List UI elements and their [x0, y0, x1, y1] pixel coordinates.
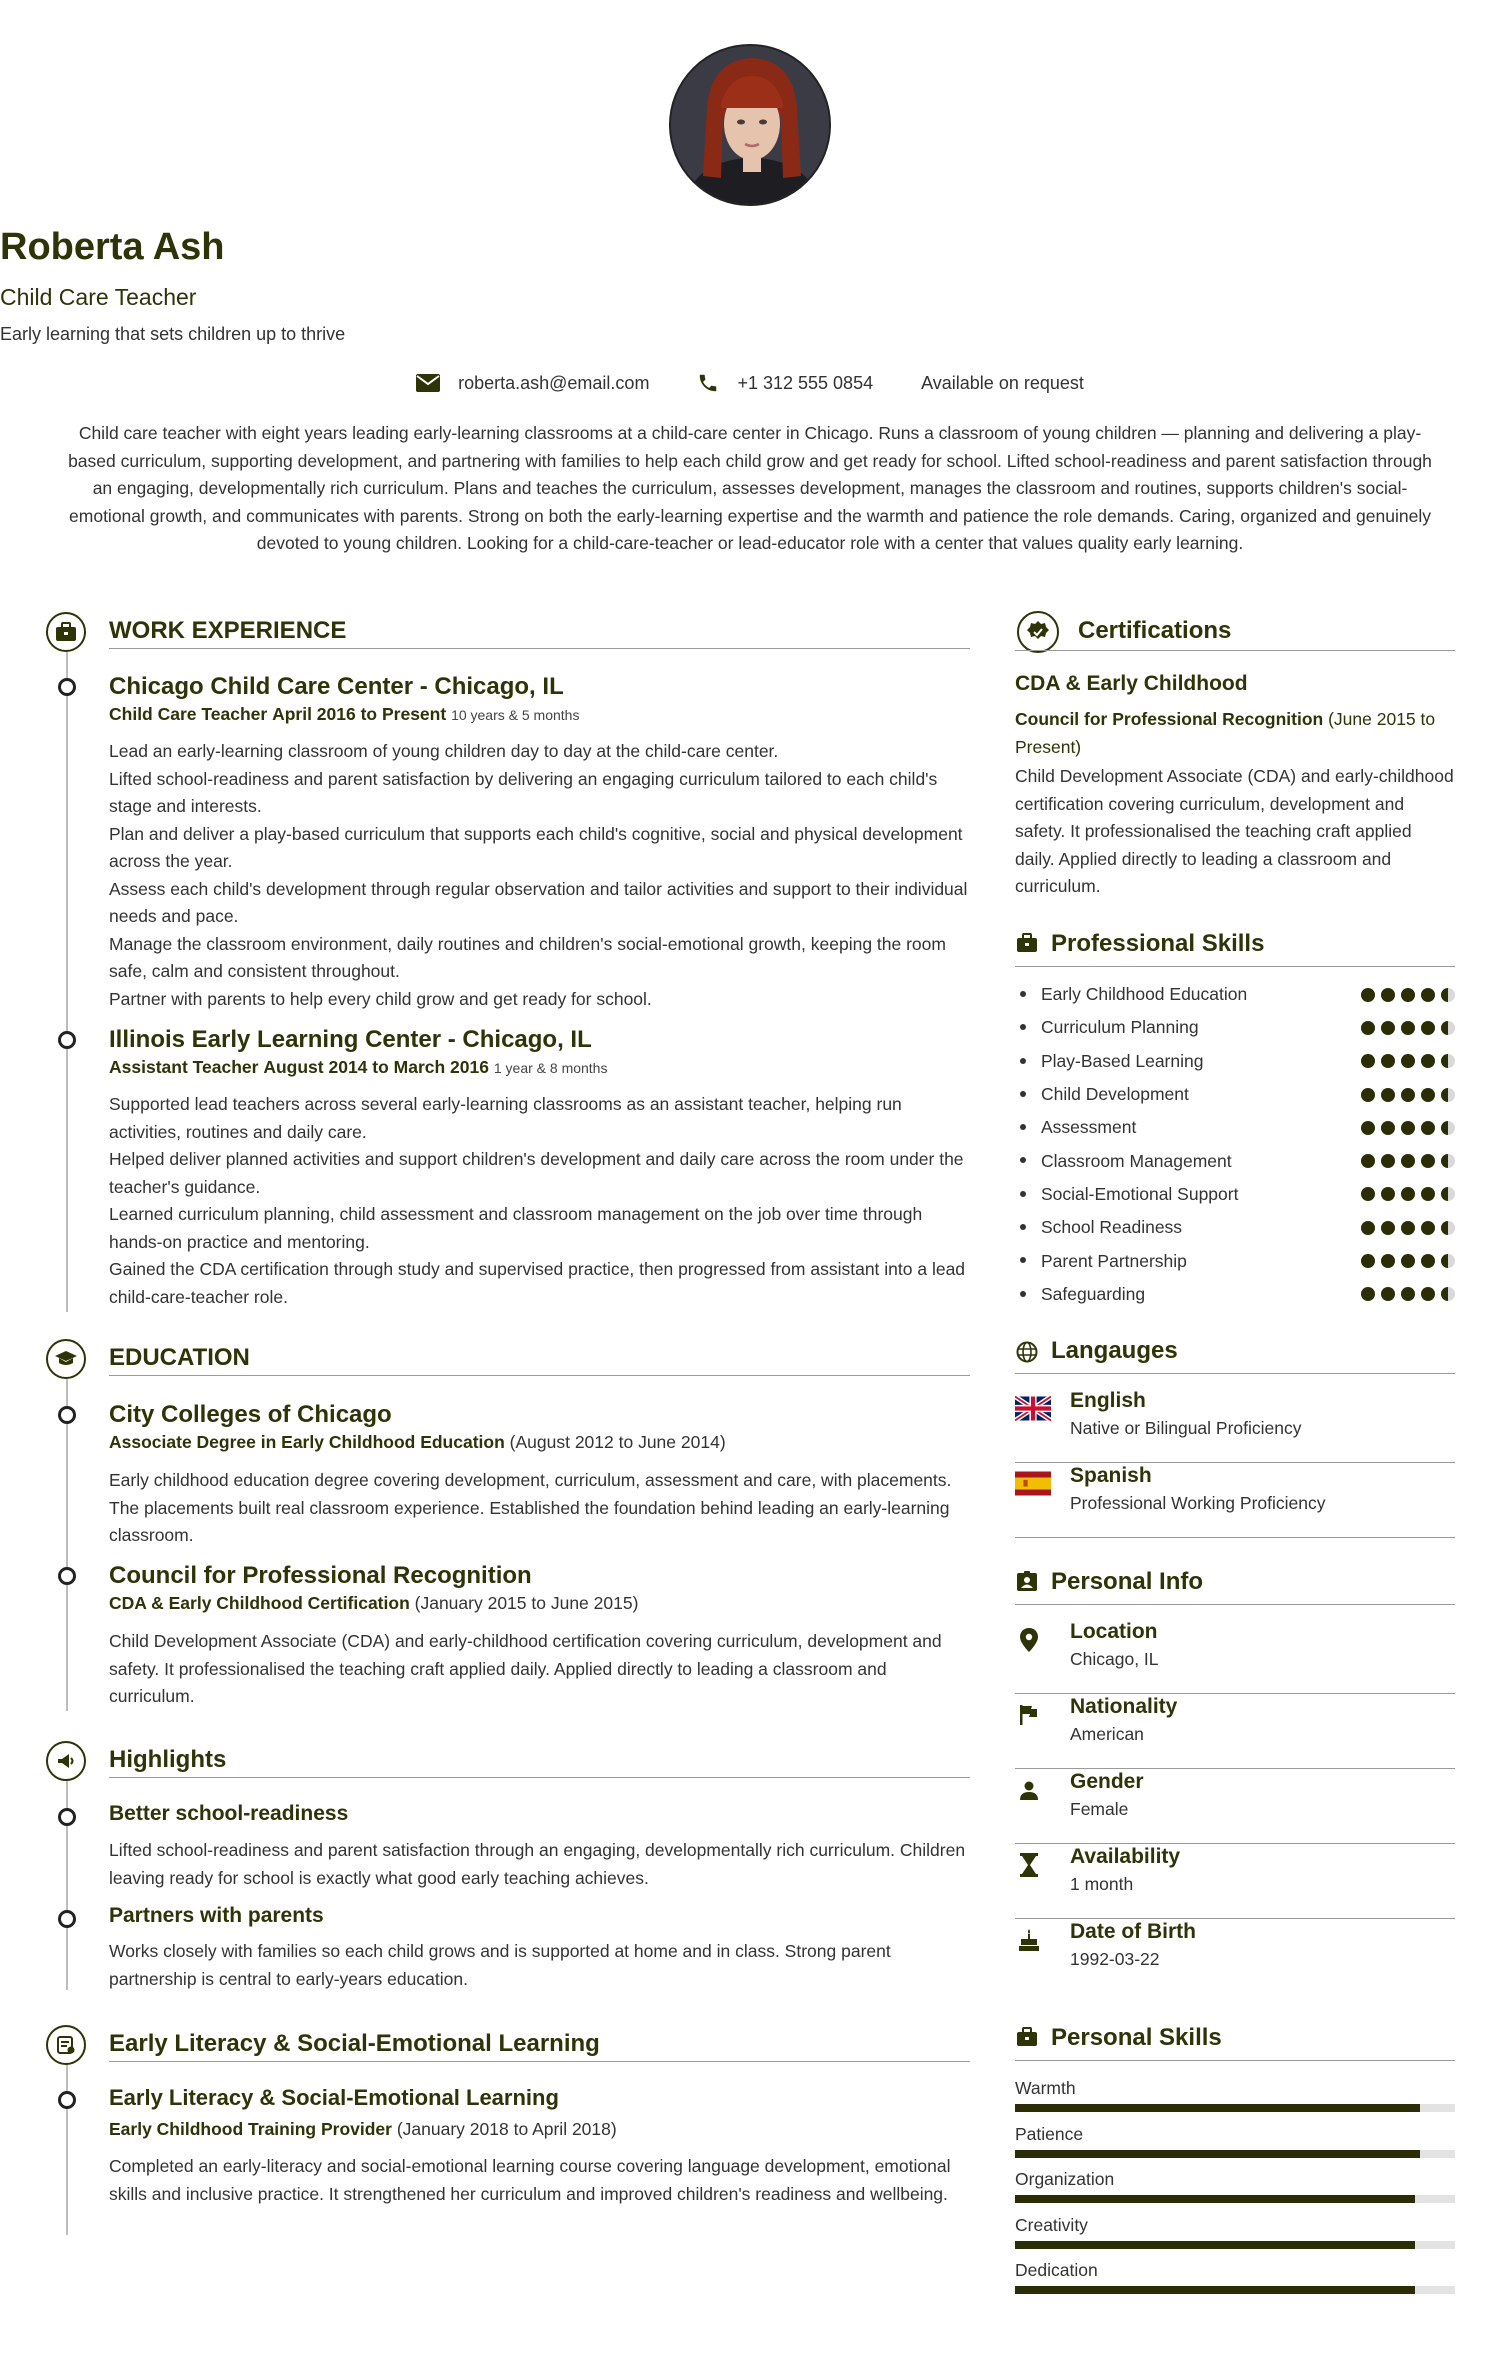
skill-item — [1015, 1011, 1455, 1044]
certification-name: CDA & Early Childhood — [1015, 672, 1248, 695]
rating-dot — [1421, 1121, 1435, 1135]
badge-check-icon — [1016, 610, 1060, 659]
highlight-description: Lifted school-readiness and parent satisfaction through an engaging, developmentally rich curriculum. Children leaving ready for school is exactly what good early teaching achieves. — [109, 1840, 966, 1888]
skill-rating — [1361, 1054, 1455, 1068]
language-item — [1015, 1464, 1455, 1538]
skill-rating — [1361, 1121, 1455, 1135]
degree-name: Associate Degree in Early Childhood Education — [109, 1432, 505, 1452]
personal-skill-item — [1015, 2124, 1455, 2169]
envelope-icon — [416, 374, 440, 392]
uk-flag-icon — [1015, 1395, 1051, 1422]
language-level: Professional Working Proficiency — [1070, 1493, 1326, 1513]
skill-rating — [1361, 1088, 1455, 1102]
course-provider: Early Childhood Training Provider — [109, 2119, 392, 2139]
info-label: Date of Birth — [1070, 1920, 1196, 1943]
skill-item — [1015, 1078, 1455, 1111]
personal-skill-bar — [1015, 2195, 1455, 2203]
rating-dot — [1421, 1054, 1435, 1068]
skill-rating — [1361, 1287, 1455, 1301]
timeline-line-education — [66, 1379, 68, 1711]
highlight-title: Better school-readiness — [109, 1802, 349, 1825]
job-role-line — [109, 704, 579, 725]
skill-item — [1015, 1211, 1455, 1244]
highlights-section-rule — [109, 1777, 970, 1778]
degree-line — [109, 1432, 726, 1453]
rating-dot — [1401, 1287, 1415, 1301]
job-bullet: Supported lead teachers across several early-learning classrooms as an assistant teacher, helping run activities, routines and daily care. — [109, 1094, 902, 1142]
education-section-rule — [109, 1375, 970, 1376]
timeline-dot — [58, 678, 76, 696]
school-name: Council for Professional Recognition — [109, 1562, 532, 1589]
rating-dot — [1381, 1287, 1395, 1301]
rating-dot — [1441, 1254, 1455, 1268]
personal-skill-bar-fill — [1015, 2150, 1420, 2158]
location-pin-icon — [1015, 1626, 1043, 1654]
rating-dot — [1401, 1088, 1415, 1102]
timeline-dot — [58, 1031, 76, 1049]
contact-row — [0, 372, 1500, 394]
rating-dot — [1401, 1054, 1415, 1068]
personal-skill-bar — [1015, 2241, 1455, 2249]
skill-item — [1015, 1144, 1455, 1177]
personal-skill-bar-fill — [1015, 2104, 1420, 2112]
info-item-availability — [1015, 1845, 1455, 1919]
job-dates: April 2016 to Present — [272, 704, 447, 724]
skill-rating — [1361, 1021, 1455, 1035]
skill-rating — [1361, 1154, 1455, 1168]
skill-name: Classroom Management — [1041, 1150, 1232, 1171]
rating-dot — [1401, 1221, 1415, 1235]
skill-item — [1015, 1045, 1455, 1078]
personal-skill-name: Warmth — [1015, 2078, 1076, 2098]
rating-dot — [1361, 1187, 1375, 1201]
highlights-section-title: Highlights — [109, 1746, 227, 1773]
skill-item — [1015, 1111, 1455, 1144]
education-description: Early childhood education degree covering development, curriculum, assessment and care, with placements. The placements built real classroom experience. Established the foundation behind leading an early-learning classroom. — [109, 1470, 952, 1545]
skill-name: Parent Partnership — [1041, 1250, 1187, 1271]
rating-dot — [1381, 1054, 1395, 1068]
rating-dot — [1361, 1054, 1375, 1068]
job-role-line — [109, 1057, 607, 1078]
info-item-birthdate — [1015, 1920, 1455, 1994]
job-bullet: Plan and deliver a play-based curriculum that supports each child's cognitive, social and physical development across the year. — [109, 823, 963, 871]
rating-dot — [1381, 1254, 1395, 1268]
job-role: Child Care Teacher — [109, 704, 268, 724]
rating-dot — [1361, 1088, 1375, 1102]
job-company: Chicago Child Care Center - Chicago, IL — [109, 673, 564, 700]
rating-dot — [1401, 1187, 1415, 1201]
personal-skills-title: Personal Skills — [1051, 2024, 1222, 2051]
rating-dot — [1381, 1221, 1395, 1235]
job-bullets — [109, 738, 971, 1013]
skill-name: Social-Emotional Support — [1041, 1183, 1239, 1204]
personal-skill-bar-fill — [1015, 2241, 1415, 2249]
skill-item — [1015, 978, 1455, 1011]
professional-skills-title: Professional Skills — [1051, 930, 1265, 957]
info-label: Location — [1070, 1620, 1158, 1643]
info-value: American — [1070, 1724, 1144, 1744]
job-bullet: Assess each child's development through regular observation and tailor activities and support to their individual needs and pace. — [109, 878, 968, 926]
personal-skill-item — [1015, 2078, 1455, 2123]
certifications-rule — [1015, 650, 1455, 651]
megaphone-section-icon — [46, 1741, 86, 1781]
personal-skill-name: Dedication — [1015, 2260, 1098, 2280]
rating-dot — [1381, 1021, 1395, 1035]
rating-dot — [1401, 1121, 1415, 1135]
personal-skill-item — [1015, 2260, 1455, 2305]
certification-issuer-line — [1015, 706, 1455, 761]
job-bullet: Learned curriculum planning, child assessment and classroom management on the job over time through hands-on practice and mentoring. — [109, 1204, 923, 1252]
info-label: Nationality — [1070, 1695, 1178, 1718]
personal-skill-item — [1015, 2215, 1455, 2260]
timeline-dot — [58, 1406, 76, 1424]
personal-skill-item — [1015, 2169, 1455, 2214]
job-bullet: Helped deliver planned activities and support children's development and daily care across the room under the teacher's guidance. — [109, 1149, 964, 1197]
rating-dot — [1381, 1088, 1395, 1102]
skill-rating — [1361, 1254, 1455, 1268]
timeline-line-work — [66, 652, 68, 1312]
languages-title: Langauges — [1051, 1337, 1178, 1364]
skill-rating — [1361, 1221, 1455, 1235]
personal-skill-name: Patience — [1015, 2123, 1084, 2144]
rating-dot — [1421, 1187, 1435, 1201]
briefcase-icon — [1016, 2027, 1038, 2052]
rating-dot — [1421, 1021, 1435, 1035]
skill-name: Safeguarding — [1041, 1283, 1146, 1304]
job-duration: 10 years & 5 months — [451, 707, 580, 723]
job-duration: 1 year & 8 months — [493, 1060, 608, 1076]
personal-skill-bar-fill — [1015, 2195, 1415, 2203]
rating-dot — [1441, 1187, 1455, 1201]
job-dates: August 2014 to March 2016 — [263, 1057, 489, 1077]
info-item-gender — [1015, 1770, 1455, 1844]
info-item-location — [1015, 1620, 1455, 1694]
briefcase-section-icon — [46, 612, 86, 652]
highlight-description: Works closely with families so each child grows and is supported at home and in class. Strong parent partnership is central to early-years education. — [109, 1941, 891, 1989]
course-title: Early Literacy & Social-Emotional Learning — [109, 2085, 559, 2110]
info-value: Female — [1070, 1799, 1129, 1819]
rating-dot — [1421, 1221, 1435, 1235]
candidate-tagline: Early learning that sets children up to thrive — [0, 324, 346, 344]
professional-skills-rule — [1015, 966, 1455, 967]
candidate-name: Roberta Ash — [0, 226, 225, 268]
school-name: City Colleges of Chicago — [109, 1401, 392, 1428]
language-item — [1015, 1389, 1455, 1463]
rating-dot — [1421, 988, 1435, 1002]
rating-dot — [1361, 1221, 1375, 1235]
phone-icon — [697, 372, 719, 394]
availability-text: Available on request — [921, 372, 1084, 393]
timeline-dot — [58, 1910, 76, 1928]
id-card-icon — [1016, 1570, 1038, 1597]
skill-item — [1015, 1244, 1455, 1277]
personal-info-rule — [1015, 1604, 1455, 1605]
rating-dot — [1361, 1287, 1375, 1301]
course-dates: (January 2018 to April 2018) — [396, 2119, 617, 2139]
rating-dot — [1381, 988, 1395, 1002]
skill-name: Curriculum Planning — [1041, 1017, 1199, 1038]
degree-line — [109, 1593, 638, 1614]
rating-dot — [1441, 1221, 1455, 1235]
certificate-section-icon — [46, 2025, 86, 2065]
rating-dot — [1401, 988, 1415, 1002]
email-contact[interactable] — [416, 372, 649, 394]
education-section-title: EDUCATION — [109, 1344, 250, 1371]
person-icon — [1015, 1776, 1043, 1804]
language-level: Native or Bilingual Proficiency — [1070, 1418, 1302, 1438]
flag-icon — [1015, 1701, 1043, 1729]
profile-summary: Child care teacher with eight years leading early-learning classrooms at a child-care center in Chicago. Runs a classroom of young children — planning and delivering a play-based curriculum, supporting development, and partnering with families to help each child grow and get ready for school. Lifted school-readiness and parent satisfaction through an engaging, developmentally rich curriculum. Plans and teaches the curriculum, assesses development, manages the classroom and routines, supports children's social-emotional growth, and communicates with parents. Strong on both the early-learning expertise and the warmth and patience the role demands. Caring, organized and genuinely devoted to young children. Looking for a child-care-teacher or lead-educator role with a center that values quality early learning. — [68, 423, 1432, 553]
cake-icon — [1015, 1926, 1043, 1954]
skill-name: School Readiness — [1041, 1217, 1183, 1238]
personal-skills-rule — [1015, 2060, 1455, 2061]
personal-skill-bar — [1015, 2286, 1455, 2294]
info-label: Availability — [1070, 1845, 1181, 1868]
personal-skill-bar — [1015, 2104, 1455, 2112]
job-bullet: Manage the classroom environment, daily routines and children's social-emotional growth, keeping the room safe, calm and consistent throughout. — [109, 933, 946, 981]
timeline-dot — [58, 1808, 76, 1826]
rating-dot — [1381, 1154, 1395, 1168]
info-value: 1 month — [1070, 1874, 1134, 1894]
rating-dot — [1441, 1154, 1455, 1168]
job-company: Illinois Early Learning Center - Chicago, IL — [109, 1026, 592, 1053]
personal-skill-name: Organization — [1015, 2169, 1115, 2189]
rating-dot — [1381, 1187, 1395, 1201]
certification-dates: (June 2015 to Present) — [1015, 709, 1436, 757]
rating-dot — [1421, 1287, 1435, 1301]
personal-skill-bar-fill — [1015, 2286, 1415, 2294]
job-bullet: Gained the CDA certification through study and supervised practice, then progressed from assistant into a lead child-care-teacher role. — [109, 1259, 966, 1307]
courses-section-rule — [109, 2061, 970, 2062]
rating-dot — [1361, 1021, 1375, 1035]
email-text[interactable]: roberta.ash@email.com — [458, 372, 650, 393]
info-label: Gender — [1070, 1770, 1144, 1793]
rating-dot — [1361, 1121, 1375, 1135]
rating-dot — [1421, 1154, 1435, 1168]
rating-dot — [1441, 1287, 1455, 1301]
personal-info-title: Personal Info — [1051, 1568, 1204, 1595]
personal-skill-bar — [1015, 2150, 1455, 2158]
job-role: Assistant Teacher — [109, 1057, 259, 1077]
degree-name: CDA & Early Childhood Certification — [109, 1593, 410, 1613]
education-description: Child Development Associate (CDA) and early-childhood certification covering curriculum, development and safety. It professionalised the teaching craft applied daily. Applied directly to leading a classroom and curriculum. — [109, 1631, 942, 1706]
briefcase-icon — [1016, 933, 1038, 958]
job-bullets — [109, 1091, 971, 1311]
rating-dot — [1361, 1254, 1375, 1268]
spain-flag-icon — [1015, 1470, 1051, 1497]
work-section-title: WORK EXPERIENCE — [109, 617, 347, 644]
skill-name: Assessment — [1041, 1117, 1137, 1138]
work-section-rule — [109, 648, 970, 649]
phone-contact[interactable] — [697, 372, 873, 394]
languages-rule — [1015, 1373, 1455, 1374]
rating-dot — [1421, 1254, 1435, 1268]
timeline-dot — [58, 1567, 76, 1585]
candidate-title: Child Care Teacher — [0, 284, 197, 310]
rating-dot — [1401, 1254, 1415, 1268]
rating-dot — [1421, 1088, 1435, 1102]
rating-dot — [1381, 1121, 1395, 1135]
profile-photo — [669, 44, 831, 206]
rating-dot — [1361, 988, 1375, 1002]
rating-dot — [1441, 1121, 1455, 1135]
skill-name: Early Childhood Education — [1041, 984, 1248, 1005]
phone-text[interactable]: +1 312 555 0854 — [737, 372, 874, 393]
job-bullet: Lifted school-readiness and parent satisfaction by delivering an engaging curriculum tailored to each child's stage and interests. — [109, 768, 938, 816]
graduation-cap-section-icon — [46, 1339, 86, 1379]
certifications-title: Certifications — [1078, 617, 1232, 644]
skill-name: Child Development — [1041, 1084, 1189, 1105]
degree-dates: (August 2012 to June 2014) — [509, 1432, 726, 1452]
rating-dot — [1361, 1154, 1375, 1168]
skill-rating — [1361, 1187, 1455, 1201]
job-bullet: Lead an early-learning classroom of young children day to day at the child-care center. — [109, 741, 779, 761]
language-name: English — [1070, 1389, 1146, 1412]
rating-dot — [1441, 1054, 1455, 1068]
highlight-title: Partners with parents — [109, 1904, 324, 1927]
certification-issuer: Council for Professional Recognition — [1015, 709, 1324, 729]
skill-name: Play-Based Learning — [1041, 1050, 1204, 1071]
info-value: Chicago, IL — [1070, 1649, 1159, 1669]
course-description: Completed an early-literacy and social-emotional learning course covering language development, emotional skills and inclusive practice. It strengthened her curriculum and improved children's readiness and wellbeing. — [109, 2156, 951, 2204]
job-bullet: Partner with parents to help every child grow and get ready for school. — [109, 988, 652, 1009]
rating-dot — [1401, 1154, 1415, 1168]
personal-skill-name: Creativity — [1015, 2214, 1088, 2235]
info-value: 1992-03-22 — [1070, 1949, 1160, 1969]
courses-section-title: Early Literacy & Social-Emotional Learning — [109, 2030, 600, 2057]
timeline-dot — [58, 2091, 76, 2109]
certification-description: Child Development Associate (CDA) and early-childhood certification covering curriculum, development and safety. It professionalised the teaching craft applied daily. Applied directly to leading a classroom and curriculum. — [1015, 766, 1454, 896]
rating-dot — [1401, 1021, 1415, 1035]
language-name: Spanish — [1070, 1464, 1152, 1487]
degree-dates: (January 2015 to June 2015) — [414, 1593, 639, 1613]
globe-icon — [1016, 1341, 1038, 1368]
skill-item — [1015, 1178, 1455, 1211]
skill-item — [1015, 1278, 1455, 1311]
timeline-line-courses — [66, 2063, 68, 2235]
professional-skills-list — [1015, 978, 1455, 1311]
availability-contact — [921, 372, 1084, 394]
rating-dot — [1441, 1088, 1455, 1102]
rating-dot — [1441, 1021, 1455, 1035]
skill-rating — [1361, 988, 1455, 1002]
hourglass-icon — [1015, 1851, 1043, 1879]
rating-dot — [1441, 988, 1455, 1002]
info-item-nationality — [1015, 1695, 1455, 1769]
course-provider-line — [109, 2119, 617, 2140]
